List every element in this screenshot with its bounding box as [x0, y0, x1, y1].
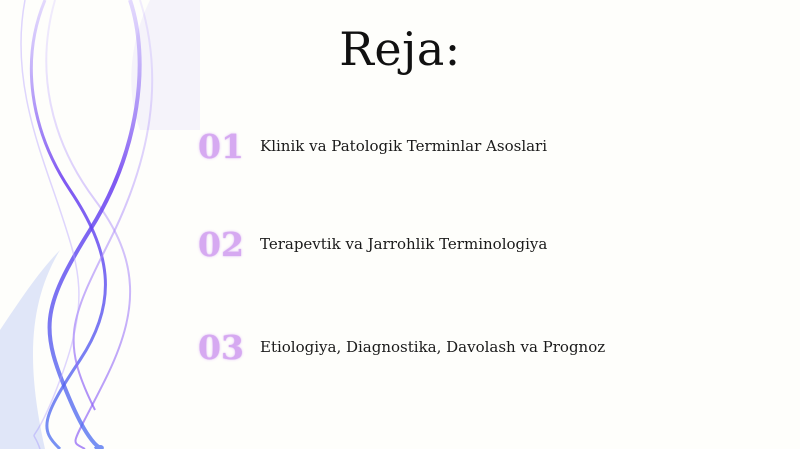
- agenda-item-number: 03: [198, 327, 244, 367]
- agenda-item-label: Terapevtik va Jarrohlik Terminologiya: [260, 235, 548, 253]
- agenda-item-number: 02: [198, 224, 244, 264]
- agenda-item: [198, 222, 547, 266]
- agenda-item-number: 01: [198, 126, 244, 166]
- slide-title: Reja:: [339, 22, 461, 76]
- agenda-item: [198, 325, 605, 369]
- agenda-item-label: Klinik va Patologik Terminlar Asoslari: [260, 137, 548, 155]
- agenda-item-label: Etiologiya, Diagnostika, Davolash va Prognoz: [260, 338, 606, 356]
- agenda-item: [198, 124, 547, 168]
